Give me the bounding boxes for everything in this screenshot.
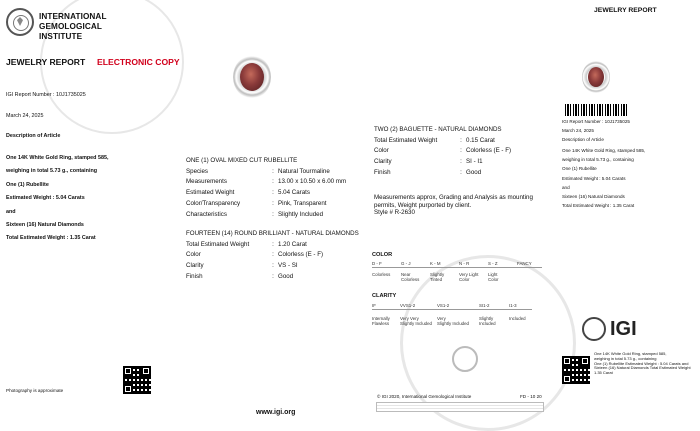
round-row: Color : Colorless (E - F)	[186, 251, 324, 259]
copyright: © IGI 2020, International Gemological Institute	[377, 394, 472, 399]
row-key: Total Estimated Weight	[186, 240, 250, 248]
description-line: weighing in total 5.73 g., containing	[6, 168, 98, 175]
right-line: and	[562, 184, 570, 190]
row-value: Colorless (E - F)	[278, 251, 324, 259]
right-description	[562, 146, 645, 210]
rubellite-row: Estimated Weight : 5.04 Carats	[186, 189, 310, 197]
rubellite-section	[186, 157, 366, 218]
rubellite-title: ONE (1) OVAL MIXED CUT RUBELLITE	[186, 157, 298, 164]
barcode	[565, 104, 627, 116]
clarity-scale-title: CLARITY	[372, 293, 397, 299]
row-value: Pink, Transparent	[278, 199, 327, 207]
row-value: Good	[278, 272, 294, 280]
right-description-heading: Description of Article	[562, 137, 604, 142]
right-line: weighing in total 5.73 g., containing	[562, 157, 634, 163]
right-line: Estimated Weight : 5.04 Carats	[562, 175, 626, 181]
rubellite-row: Measurements : 13.00 x 10.50 x 6.00 mm	[186, 178, 347, 186]
row-key: Clarity	[186, 262, 204, 270]
row-key: Color/Transparency	[186, 199, 241, 207]
round-row: Clarity : VS - SI	[186, 262, 298, 270]
baguette-title: TWO (2) BAGUETTE - NATURAL DIAMONDS	[374, 126, 502, 133]
estimated-weight: Estimated Weight : 5.04 Carats	[6, 195, 85, 202]
report-title: JEWELRY REPORT	[6, 57, 86, 67]
row-value: SI - I1	[466, 158, 483, 166]
color-scale-descriptions	[372, 272, 517, 282]
row-value: 0.15 Carat	[466, 136, 495, 144]
baguette-row: Color : Colorless (E - F)	[374, 147, 512, 155]
clarity-desc: Very Very Slightly Included	[400, 316, 432, 326]
row-value: 1.20 Carat	[278, 240, 307, 248]
row-value: 13.00 x 10.50 x 6.00 mm	[278, 178, 347, 186]
clarity-grade: IF	[372, 303, 376, 308]
right-line: One 14K White Gold Ring, stamped 585,	[562, 148, 646, 153]
website: www.igi.org	[256, 409, 296, 416]
right-small-text	[594, 352, 691, 376]
notes-line: Style # R-2630	[374, 209, 415, 217]
small-line: weighing in total 5.73 g., containing	[594, 355, 657, 361]
color-grade: FANCY	[517, 261, 532, 266]
color-grade: K - M	[430, 261, 441, 266]
clarity-scale-line	[372, 309, 532, 310]
report-date: March 24, 2025	[6, 113, 44, 119]
round-title: FOURTEEN (14) ROUND BRILLIANT - NATURAL DIAMONDS	[186, 230, 359, 237]
color-grade: D - F	[372, 261, 382, 266]
color-desc: Near Colorless	[401, 272, 420, 282]
description-block	[6, 152, 108, 246]
description-heading: Description of Article	[6, 133, 61, 139]
color-scale-line	[372, 267, 542, 268]
right-ring-photo	[582, 61, 610, 93]
row-key: Finish	[374, 168, 391, 176]
row-key: Measurements	[186, 178, 227, 186]
institute-line-1: INTERNATIONAL	[39, 12, 107, 21]
row-key: Species	[186, 167, 209, 175]
row-value: 5.04 Carats	[278, 189, 310, 197]
color-grade: G - J	[401, 261, 411, 266]
row-value: Natural Tourmaline	[278, 167, 330, 175]
row-key: Color	[374, 147, 389, 155]
right-date: March 24, 2025	[562, 128, 594, 133]
institute-line-2: GEMOLOGICAL	[39, 21, 102, 31]
row-value: VS - SI	[278, 262, 298, 270]
color-grade: S - Z	[488, 261, 498, 266]
small-line: 1.35 Carat	[594, 370, 613, 376]
color-desc: Slightly Tinted	[430, 272, 445, 282]
color-desc: Very Light Color	[459, 272, 479, 282]
grading-notes	[374, 194, 549, 217]
photo-note: Photography is approximate	[6, 388, 64, 393]
fine-print-box	[376, 402, 544, 412]
baguette-row: Total Estimated Weight : 0.15 Carat	[374, 136, 495, 144]
clarity-desc: Included	[509, 316, 526, 321]
right-line: Sixteen (16) Natural Diamonds	[562, 194, 625, 200]
round-diamonds-section	[186, 230, 371, 281]
row-value: Slightly Included	[278, 210, 324, 218]
form-code: FD - 10 20	[520, 394, 542, 399]
electronic-copy-label: ELECTRONIC COPY	[97, 57, 180, 67]
igi-logo-text: IGI	[610, 318, 637, 340]
ring-photo	[233, 55, 271, 99]
clarity-scale-grades	[372, 303, 529, 308]
and-text: and	[6, 208, 16, 215]
color-desc: Light Color	[488, 272, 499, 282]
small-line: Sixteen (16) Natural Diamonds Total Estimated Weight	[594, 365, 691, 371]
clarity-grade: I1-3	[509, 303, 517, 308]
clarity-grade: VS1-2	[437, 303, 450, 308]
igi-seal-icon	[6, 8, 34, 36]
qr-code-left	[123, 366, 151, 394]
right-line: Total Estimated Weight : 1.35 Carat	[562, 203, 635, 209]
row-value: Colorless (E - F)	[466, 147, 512, 155]
right-report-title: JEWELRY REPORT	[594, 7, 657, 14]
institute-name	[39, 12, 107, 41]
notes-line: permits, Weight purported by client.	[374, 201, 472, 209]
color-desc: Colorless	[372, 272, 391, 277]
baguette-row: Finish : Good	[374, 168, 482, 176]
clarity-desc: Slightly Included	[479, 316, 496, 326]
institute-line-3: INSTITUTE	[39, 31, 83, 41]
rubellite-row: Characteristics : Slightly Included	[186, 210, 324, 218]
description-line: One 14K White Gold Ring, stamped 585,	[6, 155, 109, 161]
baguette-row: Clarity : SI - I1	[374, 158, 483, 166]
row-key: Total Estimated Weight	[374, 136, 438, 144]
row-key: Finish	[186, 272, 203, 280]
row-key: Clarity	[374, 158, 392, 166]
total-weight: Total Estimated Weight : 1.35 Carat	[6, 235, 96, 242]
clarity-desc: Internally Flawless	[372, 316, 390, 326]
row-key: Characteristics	[186, 210, 227, 218]
report-number: IGI Report Number : 10J1735025	[6, 92, 86, 98]
round-row: Finish : Good	[186, 272, 294, 280]
small-line: One (1) Rubellite Estimated Weight : 5.04 Carats and	[594, 360, 689, 366]
baguette-section	[374, 126, 544, 177]
round-row: Total Estimated Weight : 1.20 Carat	[186, 240, 307, 248]
color-scale-title: COLOR	[372, 252, 393, 258]
igi-seal-icon	[452, 346, 478, 372]
sixteen-diamonds: Sixteen (16) Natural Diamonds	[6, 222, 84, 229]
clarity-scale-descriptions	[372, 316, 529, 326]
rubellite-row: Species : Natural Tourmaline	[186, 167, 330, 175]
notes-line: Measurements approx, Grading and Analysis as mounting	[374, 194, 533, 201]
row-key: Color	[186, 251, 201, 259]
clarity-grade: VVS1-2	[400, 303, 416, 308]
description-line: One (1) Rubellite	[6, 181, 49, 188]
right-line: One (1) Rubellite	[562, 166, 597, 172]
color-grade: N - R	[459, 261, 470, 266]
rubellite-row: Color/Transparency : Pink, Transparent	[186, 199, 327, 207]
igi-logo-icon	[582, 317, 606, 341]
clarity-desc: Very Slightly Included	[437, 316, 469, 326]
right-report-number: IGI Report Number : 10J1735025	[562, 119, 630, 124]
row-key: Estimated Weight	[186, 189, 235, 197]
qr-code-right	[562, 356, 590, 384]
color-scale-grades	[372, 261, 537, 266]
clarity-grade: SI1-2	[479, 303, 490, 308]
row-value: Good	[466, 168, 482, 176]
small-line: One 14K White Gold Ring, stamped 585,	[594, 351, 667, 356]
